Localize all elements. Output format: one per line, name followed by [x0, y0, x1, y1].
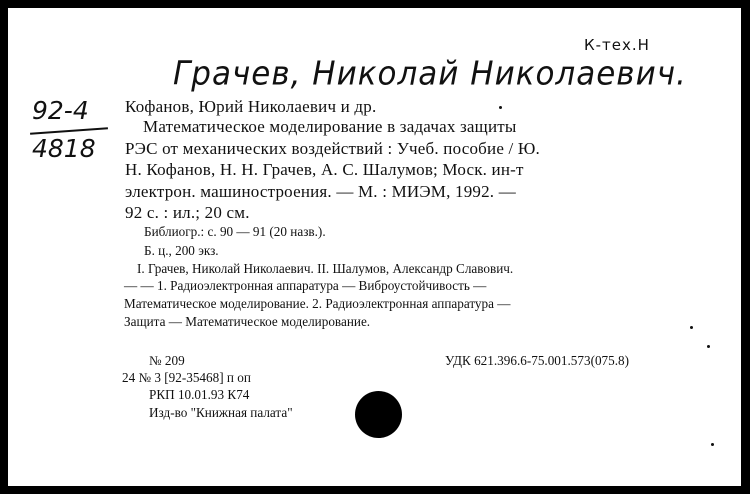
scan-speck	[711, 443, 714, 446]
title-line-2: РЭС от механических воздействий : Учеб. пособие / Ю.	[125, 139, 541, 158]
title-line-5: 92 с. : ил.; 20 см.	[125, 203, 250, 222]
bibliography-note: Библиогр.: с. 90 — 91 (20 назв.).	[144, 224, 326, 239]
udk-code: УДК 621.396.6-75.001.573(075.8)	[445, 353, 630, 368]
tracing-line-1: I. Грачев, Николай Николаевич. II. Шалумов, Александр Славович.	[137, 261, 514, 276]
series-line: 24 № 3 [92-35468] п оп	[122, 370, 251, 385]
tracing-line-3: Математическое моделирование. 2. Радиоэлектронная аппаратура —	[124, 296, 511, 311]
catalog-card	[8, 8, 741, 486]
scan-speck	[707, 345, 710, 348]
title-line-4: электрон. машиностроения. — М. : МИЭМ, 1992. —	[125, 182, 516, 201]
tracing-line-2: — — 1. Радиоэлектронная аппаратура — Виброустойчивость —	[124, 278, 487, 293]
scan-speck	[690, 326, 693, 329]
rkp-line: РКП 10.01.93 К74	[149, 387, 250, 402]
handwritten-author-name: Грачев, Николай Николаевич.	[173, 55, 687, 93]
author-heading: Кофанов, Юрий Николаевич и др.	[125, 97, 377, 116]
handwritten-corner-mark: К-тех.Н	[584, 36, 650, 54]
tracing-line-4: Защита — Математическое моделирование.	[124, 314, 371, 329]
call-number-bottom: 4818	[32, 134, 96, 163]
scan-speck	[499, 106, 502, 109]
publisher-line: Изд-во "Книжная палата"	[149, 405, 293, 420]
record-number: № 209	[149, 353, 185, 368]
price-copies-note: Б. ц., 200 экз.	[144, 243, 219, 258]
title-line-3: Н. Кофанов, Н. Н. Грачев, А. С. Шалумов; Моск. ин-т	[125, 160, 524, 179]
punch-hole	[355, 391, 402, 438]
call-number-top: 92-4	[32, 96, 89, 125]
title-line-1: Математическое моделирование в задачах защиты	[143, 117, 517, 136]
